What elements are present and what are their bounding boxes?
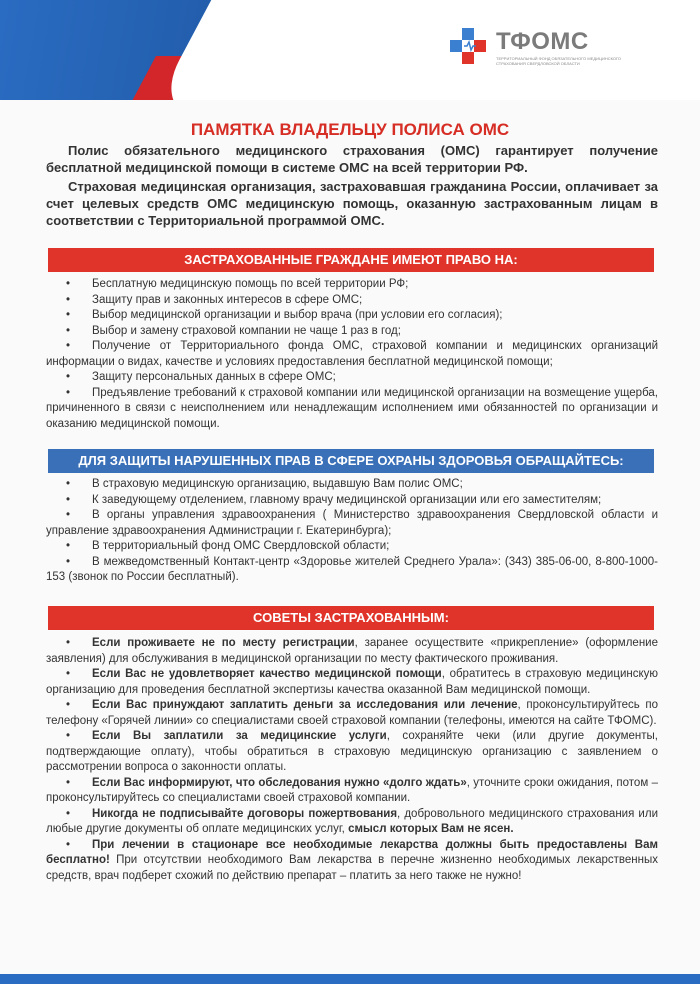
list-item: • Предъявление требований к страховой компании или медицинской организации на возмещение ущерба, причиненного в связи с неисполнением или ненадлежащим исполнением ими обязанностей по организации и оказанию медицинской помощи. (46, 386, 658, 430)
list-item: • Выбор медицинской организации и выбор врача (при условии его согласия); (66, 309, 503, 321)
list-item: • При лечении в стационаре все необходимые лекарства должны быть предоставлены Вам бесплатно! При отсутствии необходимого Вам лекарства в перечне жизненно необходимых лекарственных средств, врач подберет схожий по действию препарат – платить за него также не нужно! (46, 838, 658, 882)
protection-heading: ДЛЯ ЗАЩИТЫ НАРУШЕННЫХ ПРАВ В СФЕРЕ ОХРАНЫ ЗДОРОВЬЯ ОБРАЩАЙТЕСЬ: (48, 449, 654, 473)
tfoms-logo (448, 26, 658, 72)
list-item: • Если Вас принуждают заплатить деньги за исследования или лечение, проконсультируйтесь по телефону «Горячей линии» со специалистами своей страховой компании (телефоны, имеются на сайте ТФОМС). (46, 699, 658, 727)
list-item: • В межведомственный Контакт-центр «Здоровье жителей Среднего Урала»: (343) 385-06-00, 8-800-1000-153 (звонок по России бесплатный). (46, 555, 658, 583)
rights-heading: ЗАСТРАХОВАННЫЕ ГРАЖДАНЕ ИМЕЮТ ПРАВО НА: (48, 248, 654, 272)
list-item: • Если проживаете не по месту регистрации, заранее осуществите «прикрепление» (оформление заявления) для обслуживания в медицинской организации по месту фактического проживания. (46, 637, 658, 665)
logo-name: ТФОМС (496, 28, 589, 55)
header-banner (0, 0, 700, 100)
intro-block (46, 142, 658, 231)
intro-paragraph: Страховая медицинская организация, застраховавшая гражданина России, оплачивает за счет целевых средств ОМС медицинскую помощь, оказанную застрахованным лицам в соответствии с Территориальной программой ОМС. (46, 179, 658, 228)
list-item: • Получение от Территориального фонда ОМС, страховой компании и медицинских организаций информации о видах, качестве и условиях предоставления бесплатной медицинской помощи; (46, 340, 658, 368)
list-item: • Если Вас не удовлетворяет качество медицинской помощи, обратитесь в страховую медицинскую организацию для проведения бесплатной экспертизы качества оказанной Вам медицинской помощи. (46, 668, 658, 696)
intro-paragraph: Полис обязательного медицинского страхования (ОМС) гарантирует получение бесплатной медицинской помощи в системе ОМС на всей территории РФ. (46, 143, 658, 175)
list-item: • В страховую медицинскую организацию, выдавшую Вам полис ОМС; (66, 478, 463, 490)
list-item: • Защиту прав и законных интересов в сфере ОМС; (66, 293, 363, 306)
advice-heading: СОВЕТЫ ЗАСТРАХОВАННЫМ: (48, 606, 654, 630)
list-item: • В территориальный фонд ОМС Свердловской области; (66, 540, 390, 552)
rights-list (46, 277, 658, 432)
list-item: • Бесплатную медицинскую помощь по всей территории РФ; (66, 278, 409, 290)
footer-stripe (0, 974, 700, 984)
list-item: • Выбор и замену страховой компании не чаще 1 раз в год; (66, 324, 401, 337)
medical-cross-icon (448, 26, 488, 66)
protection-list (46, 477, 658, 586)
list-item: • В органы управления здравоохранения ( Министерство здравоохранения Свердловской области и управление здравоохранения Администрации г. Екатеринбурга); (46, 509, 658, 537)
list-item: • К заведующему отделением, главному врачу медицинской организации или его заместителям; (66, 493, 602, 506)
advice-list (46, 636, 658, 884)
list-item: • Защиту персональных данных в сфере ОМС; (66, 371, 336, 383)
logo-subtitle: ТЕРРИТОРИАЛЬНЫЙ ФОНД ОБЯЗАТЕЛЬНОГО МЕДИЦИНСКОГО СТРАХОВАНИЯ СВЕРДЛОВСКОЙ ОБЛАСТИ (496, 56, 622, 66)
list-item: • Если Вас информируют, что обследования нужно «долго ждать», уточните сроки ожидания, потом – проконсультируйтесь со специалистами своей страховой компании. (46, 776, 659, 804)
page-title: ПАМЯТКА ВЛАДЕЛЬЦУ ПОЛИСА ОМС (190, 120, 510, 139)
list-item: • Если Вы заплатили за медицинские услуги, сохраняйте чеки (или другие документы, подтверждающие оплату), чтобы обратиться в страховую медицинскую организацию с заявлением о рассмотрении вопроса о законности оплаты. (46, 730, 658, 773)
list-item: • Никогда не подписывайте договоры пожертвования, добровольного медицинского страхования или любые другие документы об оплате медицинских услуг, смысл которых Вам не ясен. (46, 807, 658, 835)
